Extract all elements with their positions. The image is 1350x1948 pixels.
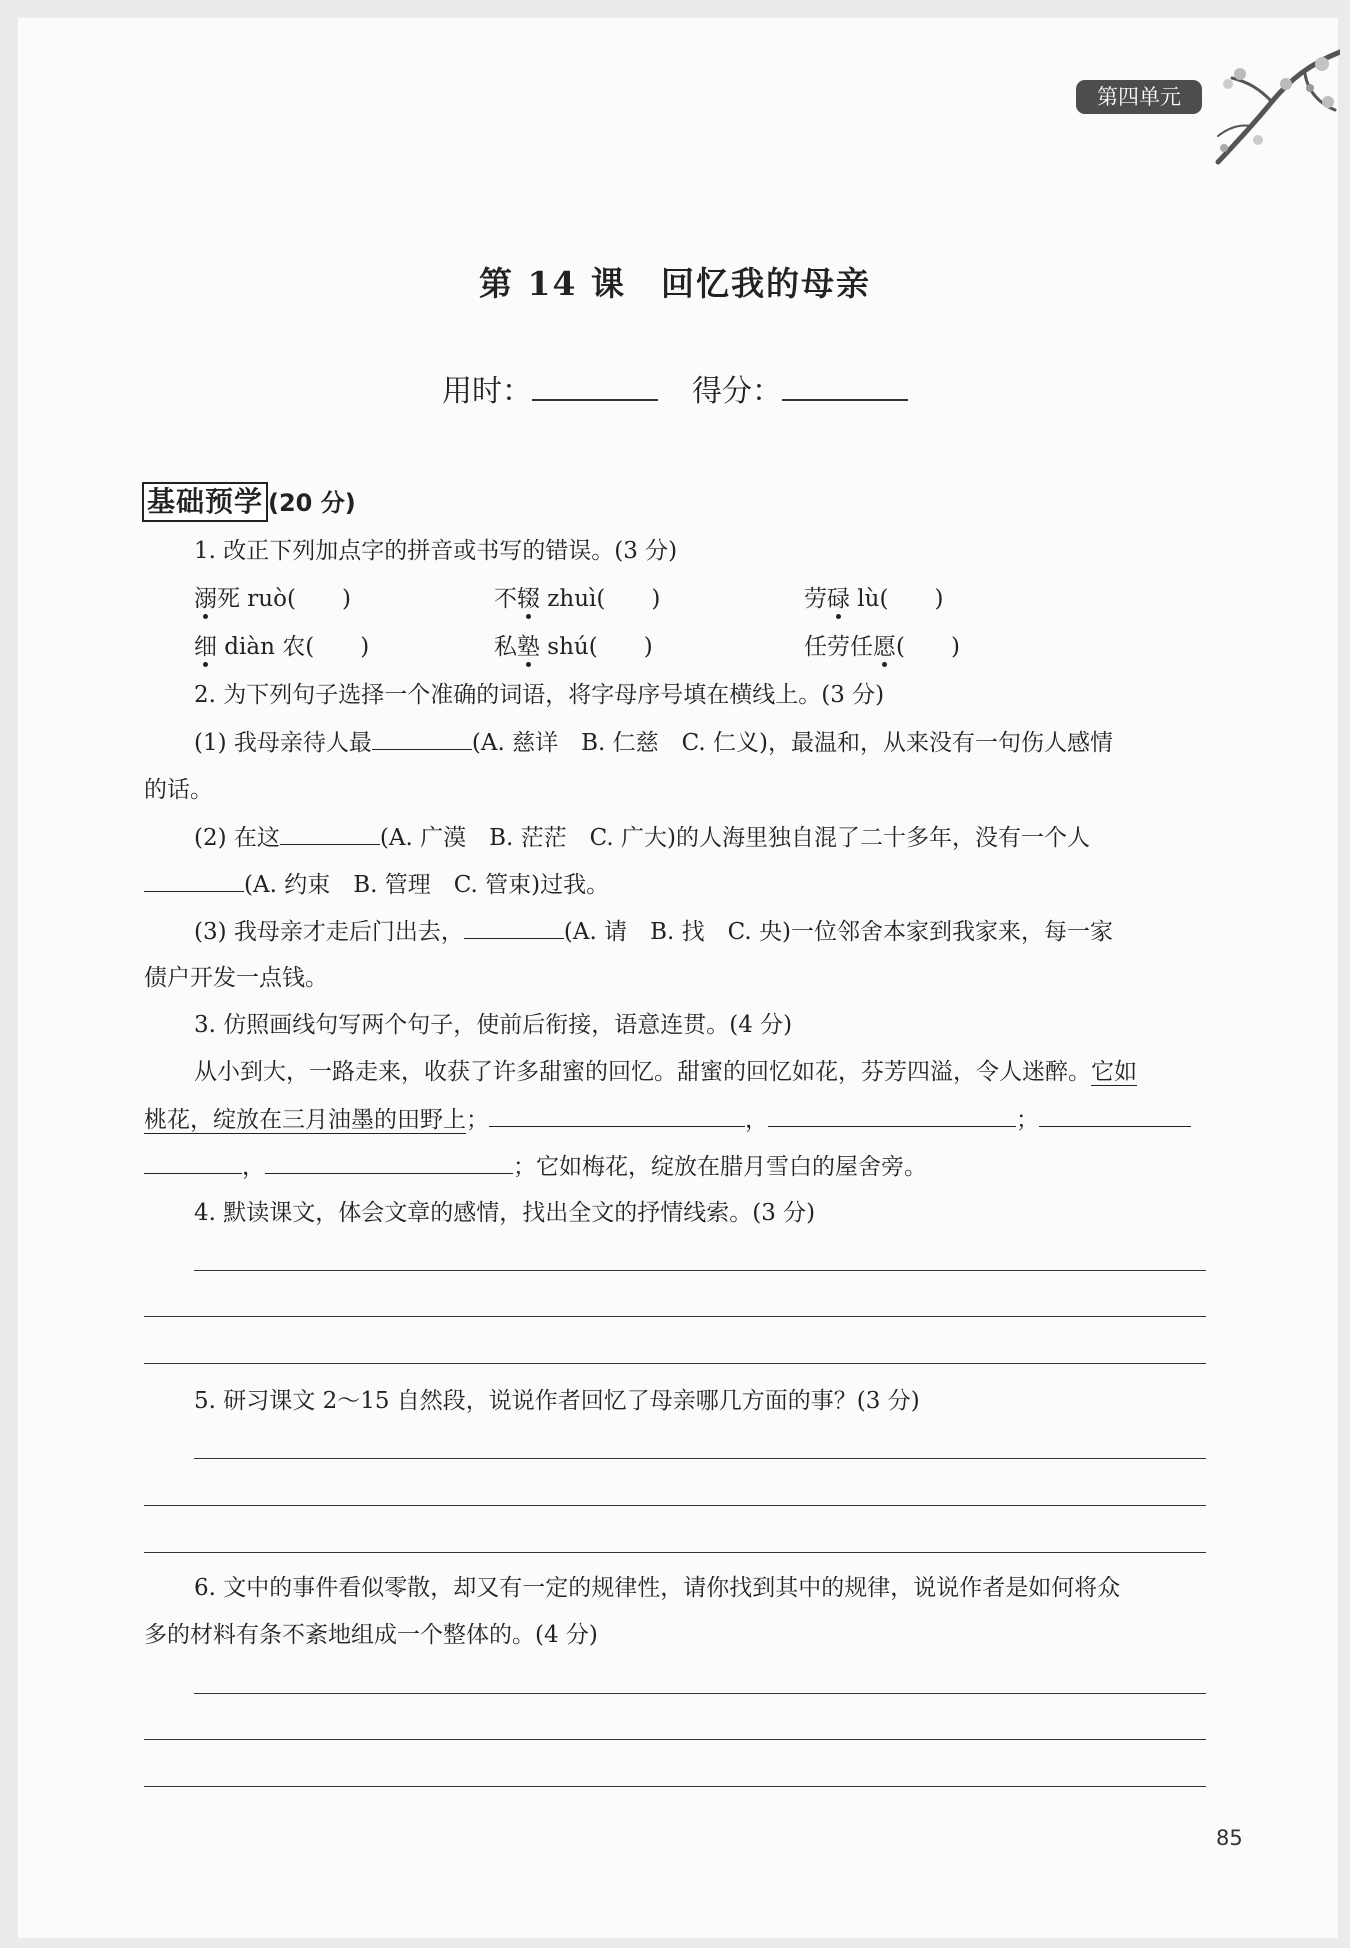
q3-text-3: ， ；它如梅花，绽放在腊月雪白的屋舍旁。: [144, 1151, 1206, 1182]
q1-item: 劳碌 lù( ): [804, 586, 944, 612]
section-title: 基础预学: [142, 482, 268, 522]
q3-blank-2[interactable]: [768, 1104, 1016, 1127]
q3-underlined-start: 它如: [1091, 1059, 1137, 1085]
q4-answer-line[interactable]: [194, 1270, 1206, 1271]
q6-prompt-cont: 多的材料有条不紊地组成一个整体的。(4 分): [144, 1622, 598, 1648]
q2-sentence-1: (1) 我母亲待人最 (A. 慈详 B. 仁慈 C. 仁义)，最温和，从来没有一句伤人感情: [194, 727, 1206, 758]
q5-prompt: 5. 研习课文 2～15 自然段，说说作者回忆了母亲哪几方面的事？(3 分): [194, 1388, 920, 1414]
q2-prompt: 2. 为下列句子选择一个准确的词语，将字母序号填在横线上。(3 分): [194, 682, 885, 708]
section-heading: [142, 482, 356, 522]
q3-text-2: 桃花，绽放在三月油墨的田野上； ， ；: [144, 1104, 1206, 1135]
time-label: 用时：: [442, 374, 532, 409]
q3-text-1: 从小到大，一路走来，收获了许多甜蜜的回忆。甜蜜的回忆如花，芬芳四溢，令人迷醉。它如: [194, 1059, 1137, 1085]
q5-answer-line[interactable]: [144, 1552, 1206, 1553]
q1-item: 不辍 zhuì( ): [494, 586, 661, 612]
q6-prompt: 6. 文中的事件看似零散，却又有一定的规律性，请你找到其中的规律，说说作者是如何将众: [194, 1575, 1121, 1601]
q4-answer-line[interactable]: [144, 1316, 1206, 1317]
q2-sentence-3: (3) 我母亲才走后门出去， (A. 请 B. 找 C. 央)一位邻舍本家到我家来，每一家: [194, 916, 1206, 947]
q2-blank-3[interactable]: [144, 869, 244, 892]
q1-item: 任劳任愿( ): [804, 634, 960, 660]
q5-answer-line[interactable]: [194, 1458, 1206, 1459]
q2-sentence-3-cont: 债户开发一点钱。: [144, 965, 328, 991]
q6-answer-line[interactable]: [194, 1693, 1206, 1694]
q1-item: 私塾 shú( ): [494, 634, 653, 660]
q2-blank-1[interactable]: [372, 727, 472, 750]
q1-item: 溺死 ruò( ): [194, 586, 351, 612]
q2-blank-2[interactable]: [280, 822, 380, 845]
section-points: (20 分): [268, 489, 356, 517]
q5-answer-line[interactable]: [144, 1505, 1206, 1506]
q2-sentence-1-cont: 的话。: [144, 777, 213, 803]
q4-answer-line[interactable]: [144, 1363, 1206, 1364]
q2-blank-4[interactable]: [464, 916, 564, 939]
q3-blank-1[interactable]: [489, 1104, 745, 1127]
time-blank[interactable]: [532, 371, 658, 401]
q4-prompt: 4. 默读课文，体会文章的感情，找出全文的抒情线索。(3 分): [194, 1200, 816, 1226]
q1-row2: [194, 632, 1206, 662]
page-number: 85: [1216, 1826, 1243, 1850]
unit-badge: 第四单元: [1076, 80, 1202, 114]
q1-row1: [194, 584, 1206, 614]
q3-underlined-sentence: 桃花，绽放在三月油墨的田野上: [144, 1107, 466, 1133]
q3-blank-4[interactable]: [265, 1151, 513, 1174]
q2-sentence-2: (2) 在这 (A. 广漠 B. 茫茫 C. 广大)的人海里独自混了二十多年，没有一个人: [194, 822, 1206, 853]
q6-answer-line[interactable]: [144, 1739, 1206, 1740]
plum-branch-decoration: [1210, 44, 1340, 169]
score-label: 得分：: [692, 374, 782, 409]
q3-blank-3[interactable]: [1039, 1104, 1191, 1127]
score-bar: [0, 366, 1350, 410]
lesson-title: 第 14 课 回忆我的母亲: [479, 264, 871, 303]
q6-answer-line[interactable]: [144, 1786, 1206, 1787]
q2-sentence-2-cont: (A. 约束 B. 管理 C. 管束)过我。: [144, 869, 1206, 900]
q1-prompt: 1. 改正下列加点字的拼音或书写的错误。(3 分): [194, 538, 678, 564]
score-blank[interactable]: [782, 371, 908, 401]
q1-item: 细 diàn 农( ): [194, 634, 370, 660]
q3-prompt: 3. 仿照画线句写两个句子，使前后衔接，语意连贯。(4 分): [194, 1012, 793, 1038]
q3-blank-3-cont[interactable]: [144, 1151, 242, 1174]
